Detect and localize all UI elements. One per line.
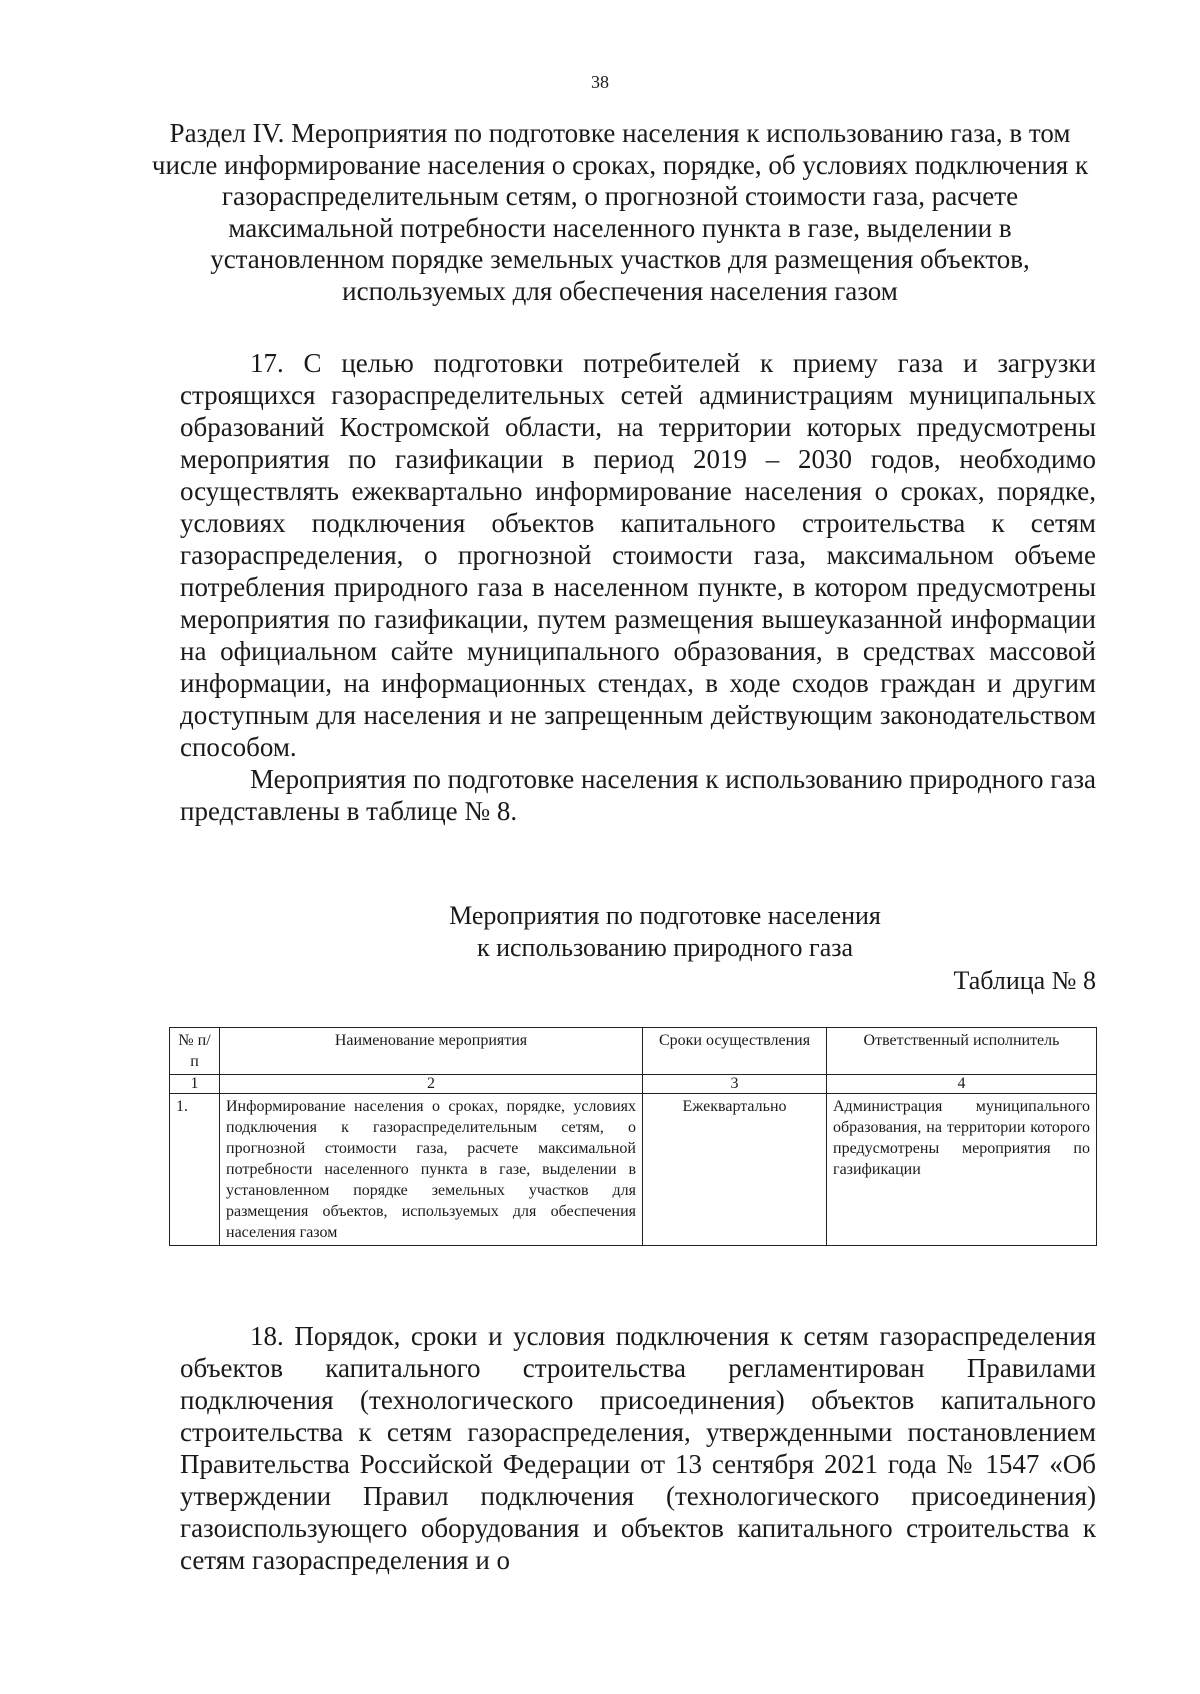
row-executor: Администрация муниципального образования, на территории которого предусмотрены мероприятия по газификации [827,1094,1097,1246]
section-heading: Раздел IV. Мероприятия по подготовке населения к использованию газа, в том числе информирование населения о сроках, порядке, об условиях подключения к газораспределительным сетям, о прогнозной стоимости газа, расчете максимальной потребности населенного пункта в газе, выделении в установленном порядке земельных участков для размещения объектов, используемых для обеспечения населения газом [151,118,1089,306]
body-text [180,347,1096,827]
column-number: 4 [827,1075,1097,1094]
table-caption [430,900,900,964]
table-row [170,1094,1097,1246]
measures-table [169,1027,1097,1246]
paragraph-17: 17. С целью подготовки потребителей к приему газа и загрузки строящихся газораспределительных сетей администрациям муниципальных образований Костромской области, на территории которых предусмотрены мероприятия по газификации в период 2019 – 2030 годов, необходимо осуществлять ежеквартально информирование населения о сроках, порядке, условиях подключения объектов капитального строительства к сетям газораспределения, о прогнозной стоимости газа, максимальном объеме потребления природного газа в населенном пункте, в котором предусмотрены мероприятия по газификации, путем размещения вышеуказанной информации на официальном сайте муниципального образования, в средствах массовой информации, на информационных стендах, в ходе сходов граждан и другим доступным для населения и не запрещенным действующим законодательством способом. [180,348,1096,762]
row-number: 1. [170,1094,220,1246]
body-text-continued [180,1320,1096,1576]
table-column-numbers-row [170,1075,1097,1094]
paragraph-table-reference: Мероприятия по подготовке населения к использованию природного газа представлены в таблице № 8. [180,764,1096,826]
table-caption-line-1: Мероприятия по подготовке населения [449,901,881,930]
page-number: 38 [591,72,609,92]
header-name: Наименование мероприятия [220,1028,643,1075]
column-number: 3 [643,1075,827,1094]
row-period: Ежеквартально [643,1094,827,1246]
table-label: Таблица № 8 [953,966,1096,995]
row-measure-name: Информирование населения о сроках, порядке, условиях подключения к газораспределительным сетям, о прогнозной стоимости газа, расчете максимальной потребности населенного пункта в газе, выделении в установленном порядке земельных участков для размещения объектов, используемых для обеспечения населения газом [220,1094,643,1246]
column-number: 2 [220,1075,643,1094]
header-executor: Ответственный исполнитель [827,1028,1097,1075]
table-header-row [170,1028,1097,1075]
paragraph-18: 18. Порядок, сроки и условия подключения к сетям газораспределения объектов капитального строительства регламентирован Правилами подключения (технологического присоединения) объектов капитального строительства к сетям газораспределения, утвержденными постановлением Правительства Российской Федерации от 13 сентября 2021 года № 1547 «Об утверждении Правил подключения (технологического присоединения) газоиспользующего оборудования и объектов капитального строительства к сетям газораспределения и о [180,1321,1096,1575]
column-number: 1 [170,1075,220,1094]
header-period: Сроки осуществления [643,1028,827,1075]
table-caption-line-2: к использованию природного газа [476,933,854,962]
header-number: № п/п [170,1028,220,1075]
